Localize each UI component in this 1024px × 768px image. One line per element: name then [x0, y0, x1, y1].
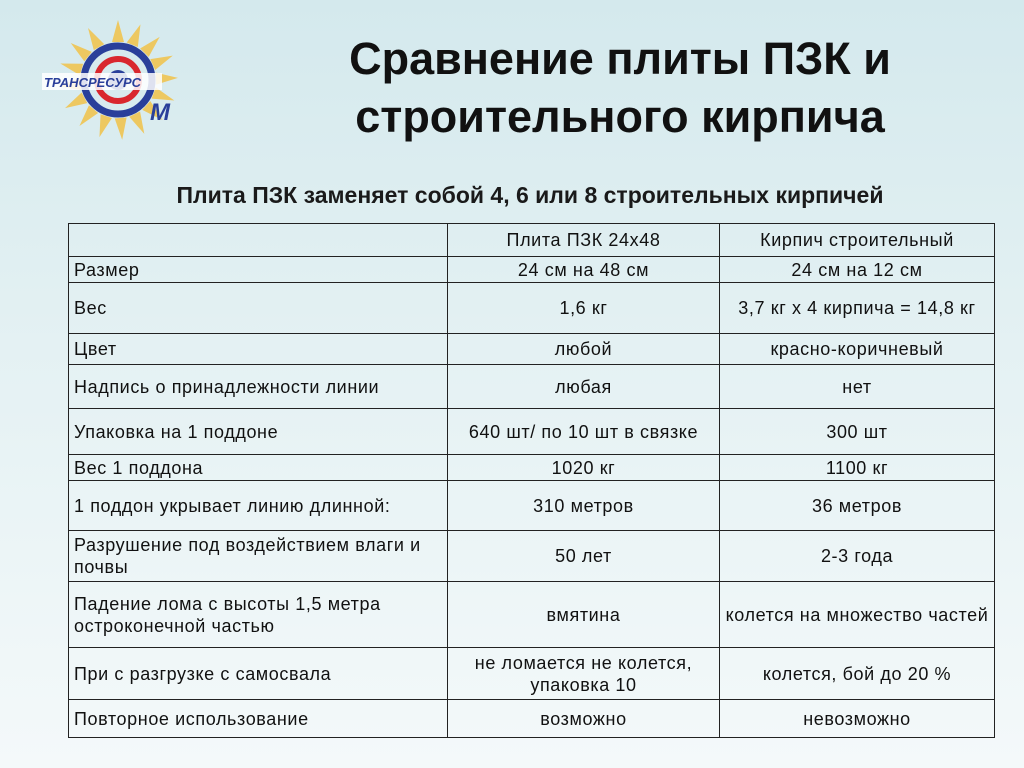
header-brick: Кирпич строительный: [720, 224, 995, 257]
slab-value: любая: [448, 365, 720, 409]
page-title-line-2: строительного кирпича: [355, 91, 885, 142]
comparison-table: [68, 223, 995, 738]
page-title-line-1: Сравнение плиты ПЗК и: [349, 33, 891, 84]
slab-value: 1020 кг: [448, 455, 720, 481]
row-label: Вес 1 поддона: [69, 455, 448, 481]
brick-value: красно-коричневый: [720, 334, 995, 365]
table-row: [69, 257, 995, 283]
row-label: Разрушение под воздействием влаги и почвы: [69, 531, 448, 582]
slab-value: вмятина: [448, 582, 720, 648]
row-label: 1 поддон укрывает линию длинной:: [69, 481, 448, 531]
slab-value: 640 шт/ по 10 шт в связке: [448, 409, 720, 455]
table-row: [69, 648, 995, 700]
header-empty-cell: [69, 224, 448, 257]
row-label: Цвет: [69, 334, 448, 365]
row-label: Размер: [69, 257, 448, 283]
brick-value: нет: [720, 365, 995, 409]
brick-value: 36 метров: [720, 481, 995, 531]
brick-value: 24 см на 12 см: [720, 257, 995, 283]
slab-value: 1,6 кг: [448, 283, 720, 334]
brick-value: невозможно: [720, 700, 995, 738]
slab-value: 310 метров: [448, 481, 720, 531]
slab-value: 24 см на 48 см: [448, 257, 720, 283]
slab-value: любой: [448, 334, 720, 365]
brick-value: 3,7 кг х 4 кирпича = 14,8 кг: [720, 283, 995, 334]
row-label: Падение лома с высоты 1,5 метра остроконечной частью: [69, 582, 448, 648]
logo-text-top: ТРАНСРЕСУРС: [44, 75, 142, 90]
brick-value: колется, бой до 20 %: [720, 648, 995, 700]
table-row: [69, 582, 995, 648]
row-label: Вес: [69, 283, 448, 334]
header-slab: Плита ПЗК 24х48: [448, 224, 720, 257]
row-label: Упаковка на 1 поддоне: [69, 409, 448, 455]
page-title: [250, 30, 990, 146]
row-label: При с разгрузке с самосвала: [69, 648, 448, 700]
logo-text-bottom: М: [150, 99, 170, 126]
table-row: [69, 409, 995, 455]
row-label: Повторное использование: [69, 700, 448, 738]
table-row: [69, 700, 995, 738]
brick-value: 300 шт: [720, 409, 995, 455]
table-row: [69, 531, 995, 582]
row-label: Надпись о принадлежности линии: [69, 365, 448, 409]
brick-value: колется на множество частей: [720, 582, 995, 648]
table-row: [69, 455, 995, 481]
table-row: [69, 481, 995, 531]
slab-value: возможно: [448, 700, 720, 738]
table-row: [69, 334, 995, 365]
brick-value: 2-3 года: [720, 531, 995, 582]
brick-value: 1100 кг: [720, 455, 995, 481]
table-row: [69, 283, 995, 334]
table-header-row: [69, 224, 995, 257]
slab-value: не ломается не колется, упаковка 10: [448, 648, 720, 700]
company-logo: [38, 18, 188, 158]
page-subtitle: Плита ПЗК заменяет собой 4, 6 или 8 строительных кирпичей: [176, 182, 884, 208]
table-row: [69, 365, 995, 409]
slab-value: 50 лет: [448, 531, 720, 582]
